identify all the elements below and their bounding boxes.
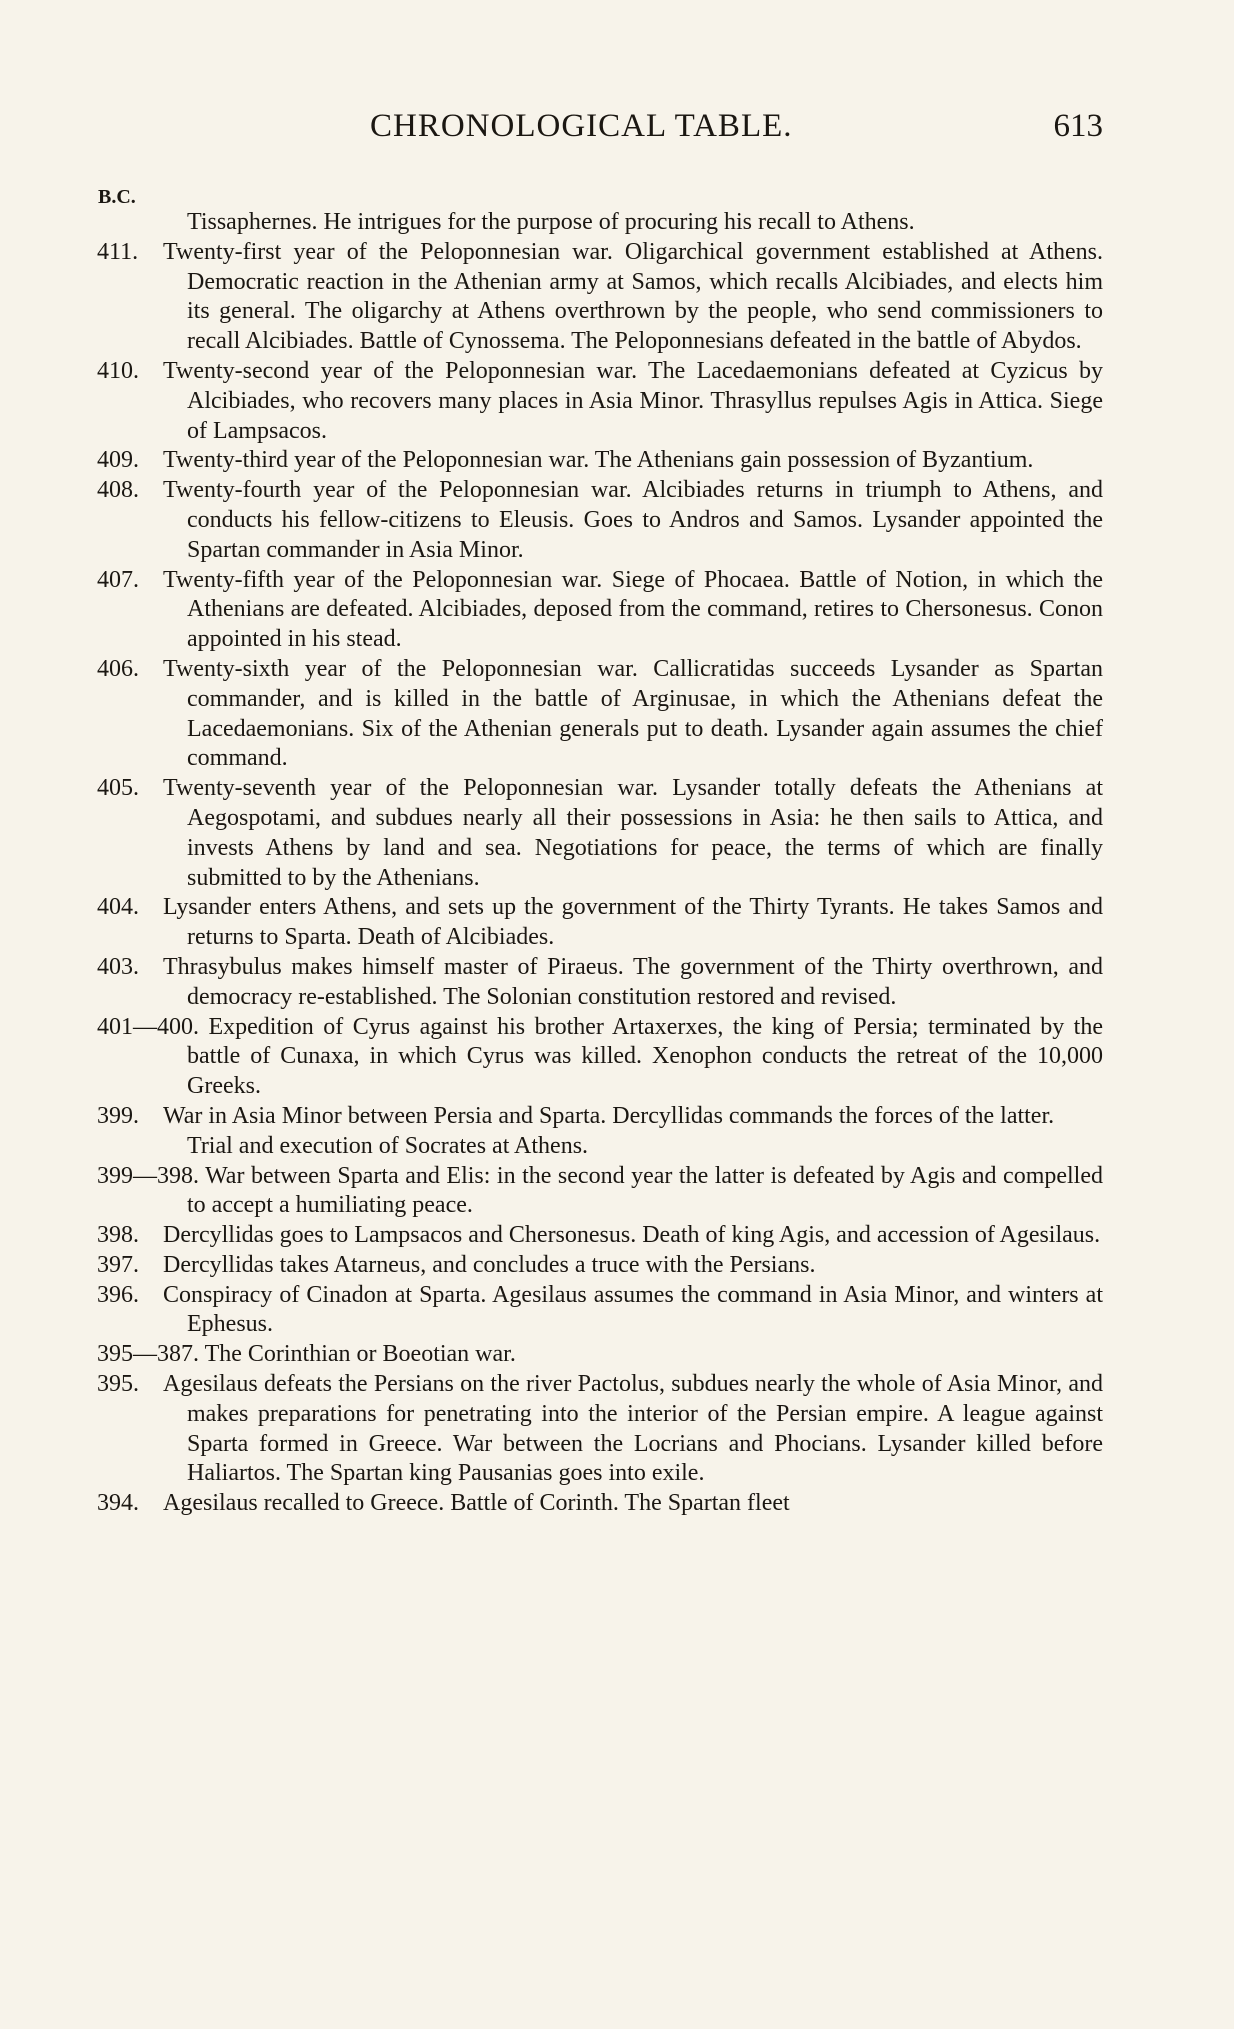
entry-text: Twenty-fifth year of the Peloponnesian war. Siege of Phocaea. Battle of Notion, in which the Athenians are defeated. Alcibiades, deposed from the command, retires to Chersonesus. Conon appointed in his stead.: [163, 566, 1103, 653]
chronology-entry: [97, 953, 1103, 1013]
entry-text: Twenty-first year of the Peloponnesian war. Oligarchical government established at Athens. Democratic reaction in the Athenian army at Samos, which recalls Alcibiades, and elects him its general. The oligarchy at Athens overthrown by the people, who send commissioners to recall Alcibiades. Battle of Cynossema. The Peloponnesians defeated in the battle of Abydos.: [163, 238, 1103, 355]
entry-year: 406.: [97, 655, 139, 682]
entry-year: 407.: [97, 566, 139, 593]
entry-year: 395—387.: [97, 1341, 199, 1368]
entry-year: 394.: [97, 1490, 139, 1517]
chronology-entry: [97, 446, 1103, 476]
chronology-entry: [97, 1370, 1103, 1489]
entry-text: Dercyllidas takes Atarneus, and concludes a truce with the Persians.: [163, 1251, 816, 1278]
chronology-entry: [97, 1251, 1103, 1281]
chronology-entry: [97, 1489, 1103, 1519]
entry-year: 409.: [97, 447, 139, 474]
entry-text: Lysander enters Athens, and sets up the government of the Thirty Tyrants. He takes Samos and returns to Sparta. Death of Alcibiades.: [163, 894, 1103, 951]
chronology-entry: [97, 1340, 1103, 1370]
entry-text: War in Asia Minor between Persia and Sparta. Dercyllidas commands the forces of the latter.: [163, 1102, 1055, 1129]
chronology-entry: [97, 566, 1103, 655]
entry-year: 411.: [97, 238, 139, 265]
entry-year: 395.: [97, 1371, 139, 1398]
chronology-entry: [97, 893, 1103, 953]
chronology-entry: [97, 1221, 1103, 1251]
entry-year: 399.: [97, 1102, 139, 1129]
entry-year: 403.: [97, 953, 139, 980]
entry-text: Expedition of Cyrus against his brother Artaxerxes, the king of Persia; terminated by the battle of Cunaxa, in which Cyrus was killed. Xenophon conducts the retreat of the 10,000 Greeks.: [187, 1013, 1103, 1100]
entry-text: Twenty-third year of the Peloponnesian war. The Athenians gain possession of Byzantium.: [163, 447, 1034, 474]
entry-text: Twenty-second year of the Peloponnesian war. The Lacedaemonians defeated at Cyzicus by Alcibiades, who recovers many places in Asia Minor. Thrasyllus repulses Agis in Attica. Siege of Lampsacos.: [163, 357, 1103, 444]
chronology-entry: [97, 1102, 1103, 1132]
era-label: B.C.: [98, 186, 136, 208]
entry-text: Trial and execution of Socrates at Athens.: [187, 1132, 589, 1159]
entry-year: 401—400.: [97, 1013, 199, 1040]
chronology-entry: [97, 238, 1103, 357]
entry-text: The Corinthian or Boeotian war.: [199, 1341, 516, 1368]
chronology-entry: [97, 1013, 1103, 1102]
entry-text: Twenty-sixth year of the Peloponnesian war. Callicratidas succeeds Lysander as Spartan commander, and is killed in the battle of Arginusae, in which the Athenians defeat the Lacedaemonians. Six of the Athenian generals put to death. Lysander again assumes the chief command.: [163, 655, 1103, 772]
entry-year: 396.: [97, 1281, 139, 1308]
entry-year: 397.: [97, 1251, 139, 1278]
chronology-entry: [97, 774, 1103, 893]
entry-text: Twenty-fourth year of the Peloponnesian war. Alcibiades returns in triumph to Athens, and conducts his fellow-citizens to Eleusis. Goes to Andros and Samos. Lysander appointed the Spartan commander in Asia Minor.: [163, 477, 1103, 563]
entry-text: Agesilaus defeats the Persians on the river Pactolus, subdues nearly the whole of Asia Minor, and makes preparations for penetrating into the interior of the Persian empire. A league against Sparta formed in Greece. War between the Locrians and Phocians. Lysander killed before Haliartos. The Spartan king Pausanias goes into exile.: [163, 1371, 1103, 1487]
running-header: [370, 108, 1103, 148]
entry-year: 398.: [97, 1222, 139, 1249]
chronology-entry: [97, 476, 1103, 565]
chronology-entry: [97, 1132, 1103, 1162]
entry-year: 404.: [97, 894, 139, 921]
entry-text: Twenty-seventh year of the Peloponnesian war. Lysander totally defeats the Athenians at Aegospotami, and subdues nearly all their possessions in Asia: he then sails to Attica, and invests Athens by land and sea. Negotiations for peace, the terms of which are finally submitted to by the Athenians.: [163, 775, 1103, 891]
entry-year: 410.: [97, 357, 139, 384]
page-number: 613: [1053, 108, 1103, 144]
chronology-entry: [97, 655, 1103, 774]
chronology-list: [97, 208, 1103, 1519]
entry-year: 405.: [97, 775, 139, 802]
entry-text: Thrasybulus makes himself master of Piraeus. The government of the Thirty overthrown, and democracy re-established. The Solonian constitution restored and revised.: [163, 953, 1103, 1010]
continued-entry: Tissaphernes. He intrigues for the purpose of procuring his recall to Athens.: [187, 209, 915, 235]
entry-text: Dercyllidas goes to Lampsacos and Chersonesus. Death of king Agis, and accession of Agesilaus.: [163, 1222, 1101, 1249]
chronology-entry: [97, 1281, 1103, 1341]
chronology-entry: [97, 357, 1103, 446]
entry-year: 408.: [97, 477, 139, 504]
entry-text: Agesilaus recalled to Greece. Battle of Corinth. The Spartan fleet: [163, 1490, 790, 1517]
chronology-entry: [97, 1162, 1103, 1222]
entry-text: War between Sparta and Elis: in the second year the latter is defeated by Agis and compelled to accept a humiliating peace.: [187, 1162, 1103, 1219]
entry-text: Conspiracy of Cinadon at Sparta. Agesilaus assumes the command in Asia Minor, and winters at Ephesus.: [163, 1281, 1103, 1338]
entry-year: 399—398.: [97, 1162, 199, 1189]
running-title: CHRONOLOGICAL TABLE.: [370, 108, 793, 144]
